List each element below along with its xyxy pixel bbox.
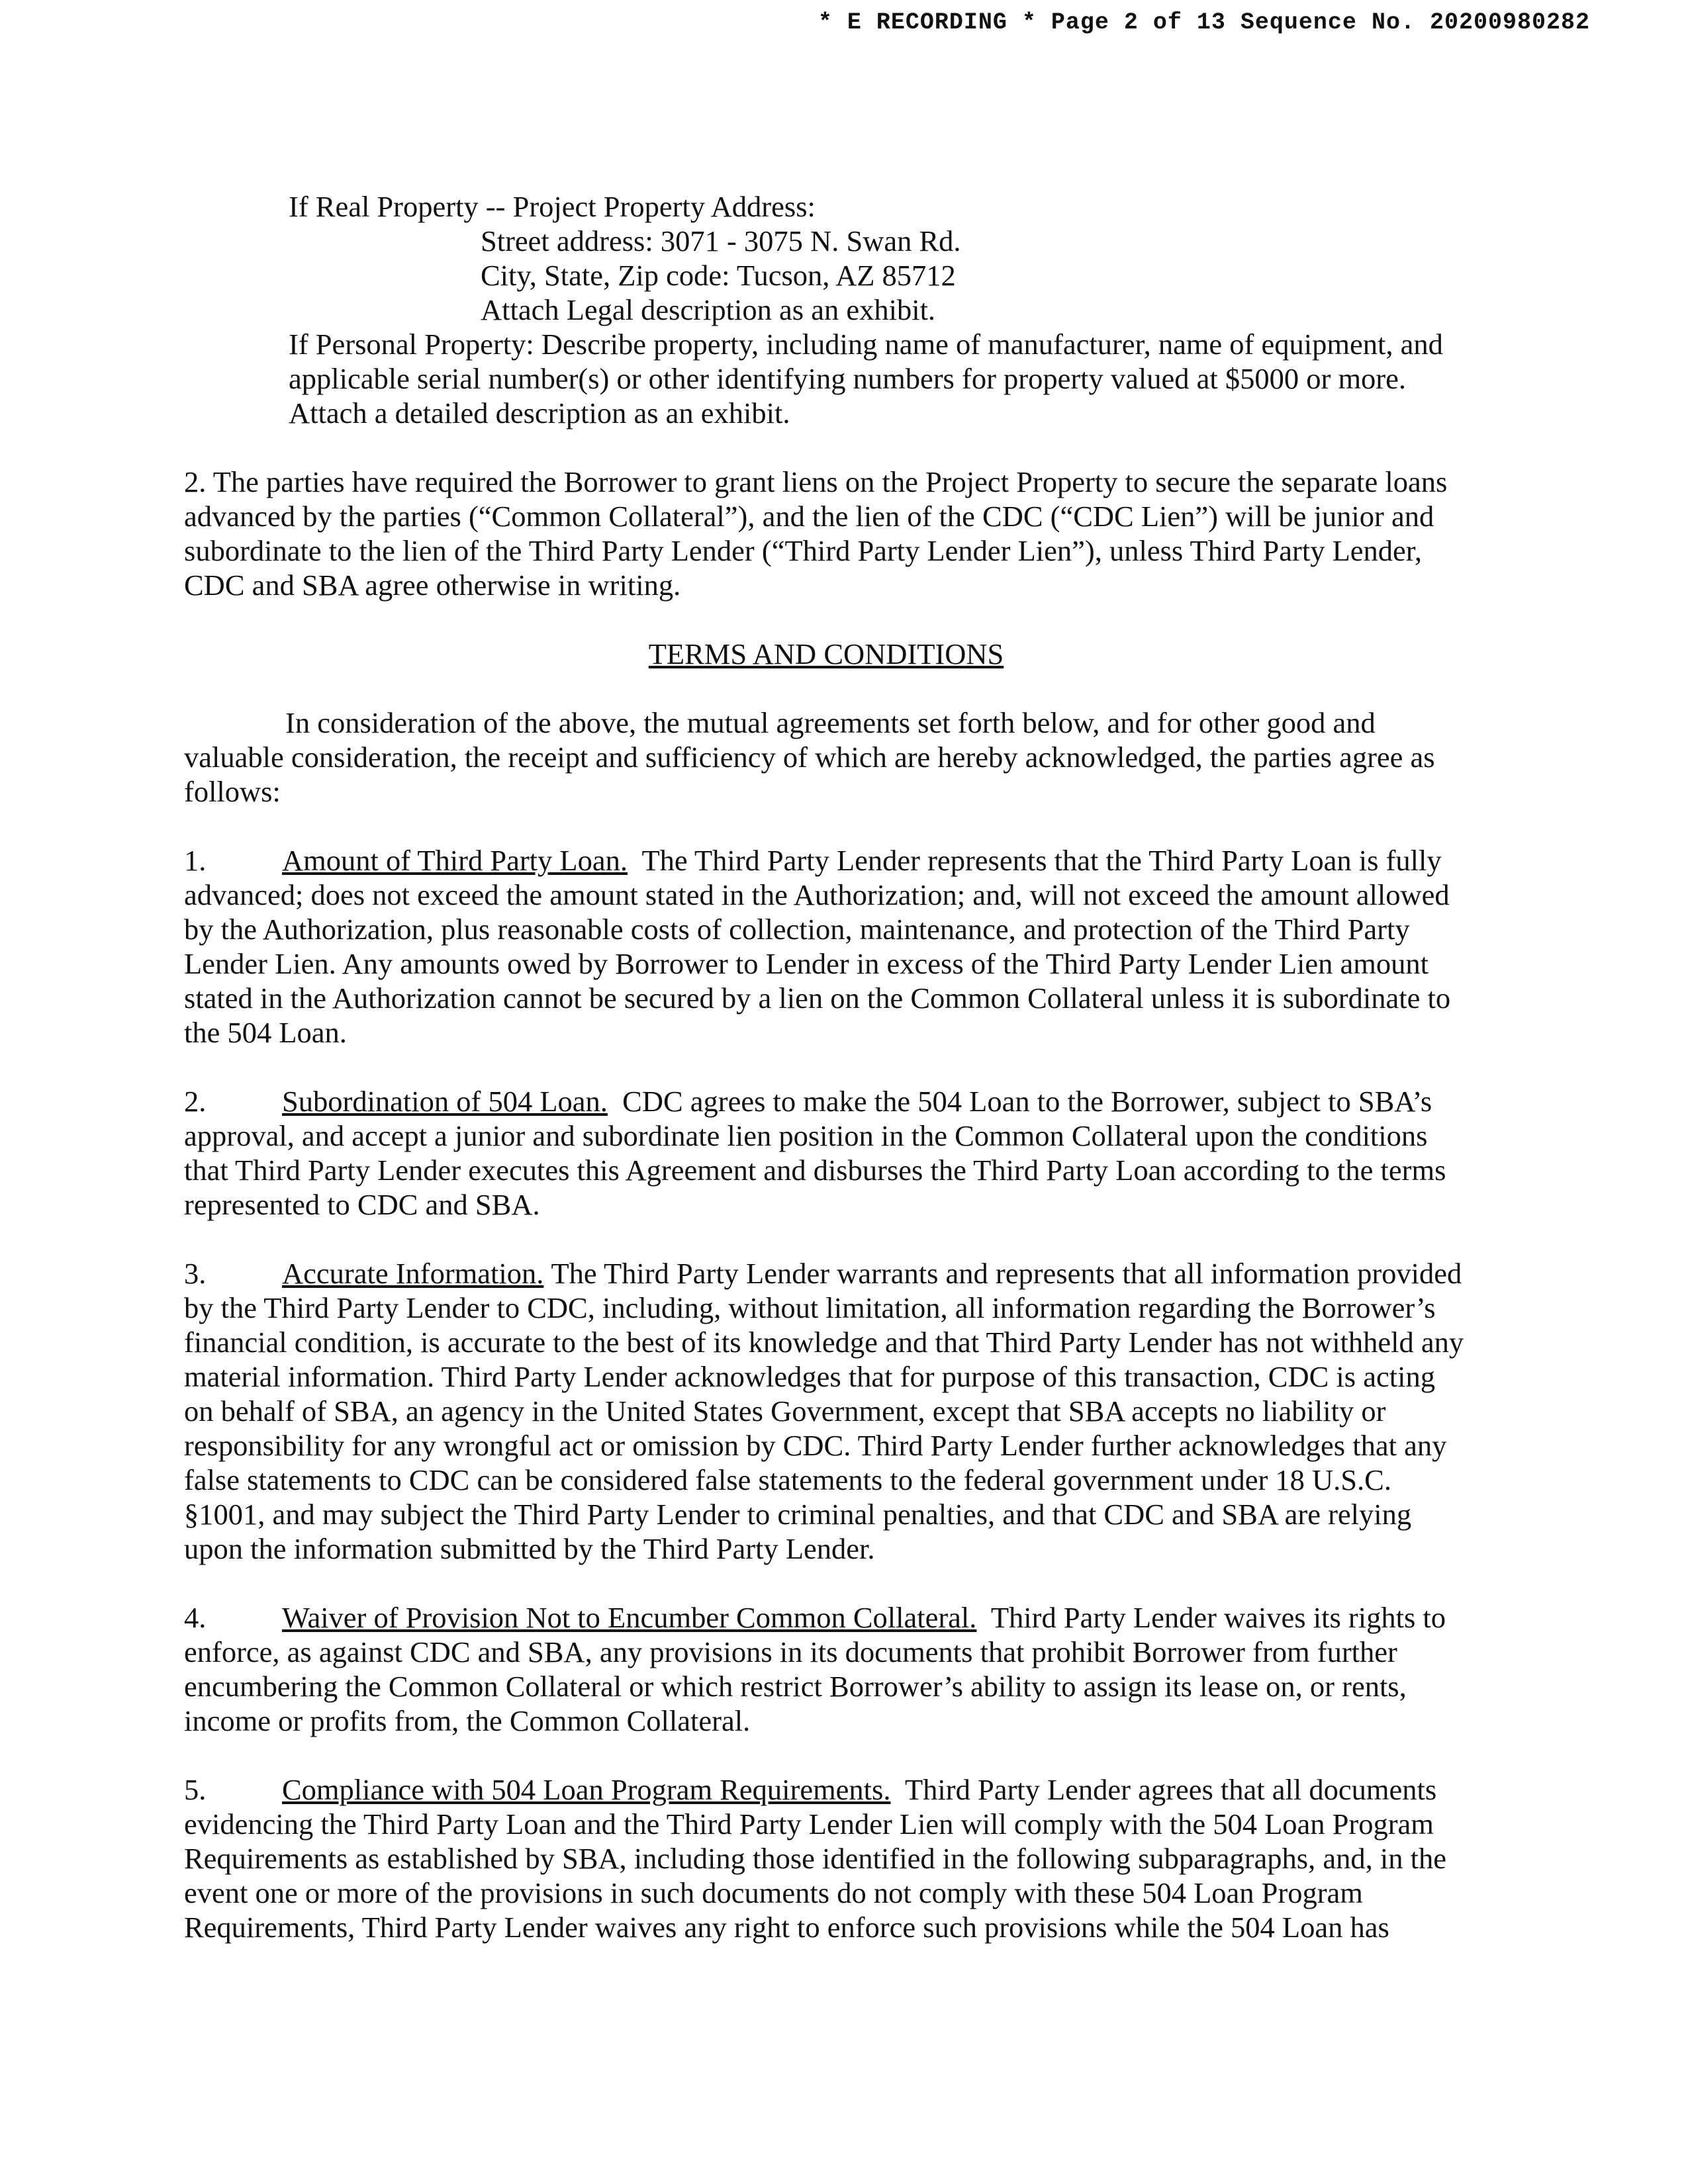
section-title: Compliance with 504 Loan Program Requirements.	[282, 1773, 891, 1806]
recording-stamp: * E RECORDING * Page 2 of 13 Sequence No. 20200980282	[818, 9, 1590, 36]
section-number: 2.	[184, 1085, 207, 1118]
section-body: The Third Party Lender warrants and represents that all information provided by the Third Party Lender to CDC, including, without limitation, all information regarding the Borrower’s financial condition, is accurate to the best of its knowledge and that Third Party Lender has not withheld any material information. Third Party Lender acknowledges that for purpose of this transaction, CDC is acting on behalf of SBA, an agency in the United States Government, except that SBA accepts no liability or responsibility for any wrongful act or omission by CDC. Third Party Lender further acknowledges that any false statements to CDC can be considered false statements to the federal government under 18 U.S.C. §1001, and may subject the Third Party Lender to criminal penalties, and that CDC and SBA are relying upon the information submitted by the Third Party Lender.	[184, 1257, 1464, 1565]
property-block	[289, 189, 1468, 430]
section-number: 4.	[184, 1601, 207, 1634]
section-number: 1.	[184, 844, 207, 877]
street-address: Street address: 3071 - 3075 N. Swan Rd.	[481, 224, 961, 257]
section-title: Waiver of Provision Not to Encumber Common Collateral.	[282, 1601, 977, 1634]
section-5	[184, 1772, 1468, 1944]
section-2	[184, 1084, 1468, 1222]
section-1	[184, 843, 1468, 1050]
section-body: The Third Party Lender represents that the Third Party Loan is fully advanced; does not exceed the amount stated in the Authorization; and, will not exceed the amount allowed by the Authorization, plus reasonable costs of collection, maintenance, and protection of the Third Party Lender Lien. Any amounts owed by Borrower to Lender in excess of the Third Party Lender Lien amount stated in the Authorization cannot be secured by a lien on the Common Collateral unless it is subordinate to the 504 Loan.	[184, 844, 1451, 1049]
real-property-label: If Real Property -- Project Property Address:	[289, 190, 816, 223]
personal-property-description: If Personal Property: Describe property, including name of manufacturer, name of equipment, and applicable serial number(s) or other identifying numbers for property valued at $5000 or more. Attach a detailed description as an exhibit.	[289, 328, 1443, 430]
section-body: Third Party Lender waives its rights to enforce, as against CDC and SBA, any provisions in its documents that prohibit Borrower from further encumbering the Common Collateral or which restrict Borrower’s ability to assign its lease on, or rents, income or profits from, the Common Collateral.	[184, 1601, 1446, 1737]
intro-paragraph: In consideration of the above, the mutual agreements set forth below, and for other good and valuable consideration, the receipt and sufficiency of which are hereby acknowledged, the parties agree as follows:	[184, 706, 1435, 808]
attach-legal-note: Attach Legal description as an exhibit.	[481, 293, 936, 326]
section-number: 3.	[184, 1257, 207, 1290]
terms-heading: TERMS AND CONDITIONS	[648, 637, 1004, 670]
section-3	[184, 1256, 1468, 1566]
recital-2: 2. The parties have required the Borrower to grant liens on the Project Property to secure the separate loans advanced by the parties (“Common Collateral”), and the lien of the CDC (“CDC Lien”) will be junior and subordinate to the lien of the Third Party Lender (“Third Party Lender Lien”), unless Third Party Lender, CDC and SBA agree otherwise in writing.	[184, 465, 1448, 602]
city-state-zip: City, State, Zip code: Tucson, AZ 85712	[481, 259, 956, 292]
section-title: Amount of Third Party Loan.	[282, 844, 628, 877]
section-number: 5.	[184, 1773, 207, 1806]
document-page	[184, 189, 1468, 1944]
section-title: Subordination of 504 Loan.	[282, 1085, 608, 1118]
section-title: Accurate Information.	[282, 1257, 544, 1290]
section-4	[184, 1600, 1468, 1738]
section-body: Third Party Lender agrees that all documents evidencing the Third Party Loan and the Third Party Lender Lien will comply with the 504 Loan Program Requirements as established by SBA, including those identified in the following subparagraphs, and, in the event one or more of the provisions in such documents do not comply with these 504 Loan Program Requirements, Third Party Lender waives any right to enforce such provisions while the 504 Loan has	[184, 1773, 1446, 1944]
section-body: CDC agrees to make the 504 Loan to the Borrower, subject to SBA’s approval, and accept a junior and subordinate lien position in the Common Collateral upon the conditions that Third Party Lender executes this Agreement and disburses the Third Party Loan according to the terms represented to CDC and SBA.	[184, 1085, 1446, 1221]
